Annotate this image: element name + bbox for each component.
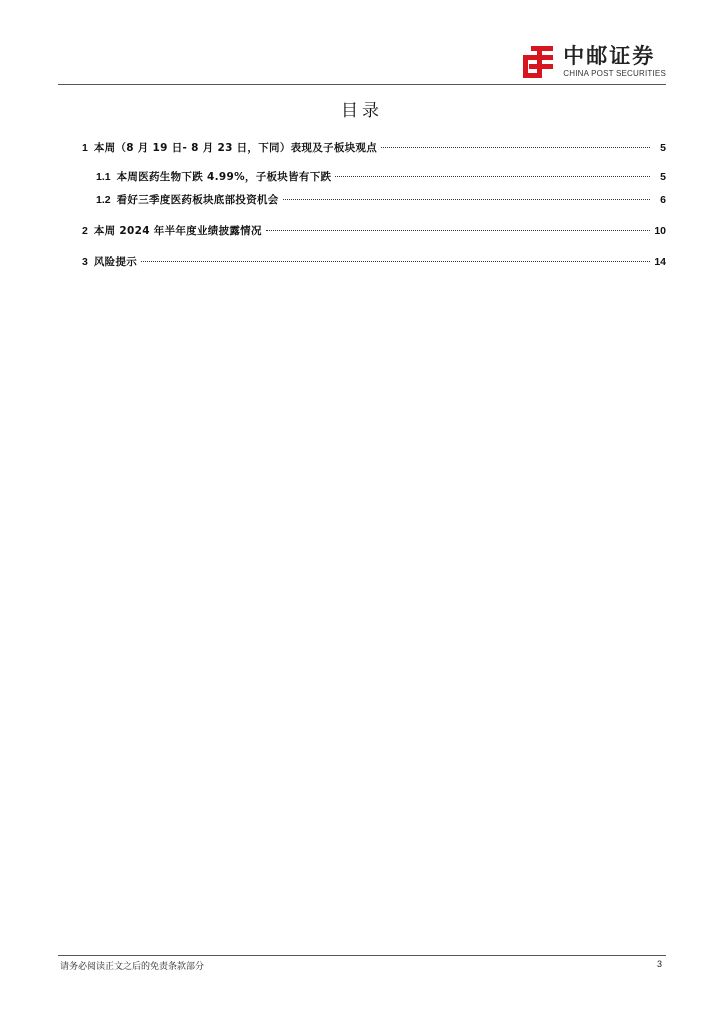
toc-entry-number: 3 [82,256,88,268]
toc-entry-number: 1.1 [96,171,111,183]
footer-divider [58,955,666,956]
footer-page-number: 3 [656,959,662,969]
brand-name-cn: 中邮证券 [563,44,656,68]
toc-entry-number: 1 [82,142,88,154]
toc-entry-page: 5 [660,171,666,183]
toc-dot-leader [381,146,650,148]
toc-dot-leader [266,229,650,231]
toc-entry-number: 1.2 [96,194,111,206]
toc-entry-text: 本周 2024 年半年度业绩披露情况 [93,225,262,237]
toc-entry-page: 10 [654,225,666,237]
toc-entry-text: 本周（8 月 19 日- 8 月 23 日，下同）表现及子板块观点 [93,142,378,154]
toc-entry-number: 2 [82,225,88,237]
toc-dot-leader [141,260,650,262]
footer-disclaimer: 请务必阅读正文之后的免责条款部分 [60,962,205,972]
toc-entry-page: 6 [660,194,666,206]
toc-entry-2[interactable] [82,223,666,238]
toc-entry-text: 看好三季度医药板块底部投资机会 [116,194,279,206]
toc-entry-text: 风险提示 [93,256,138,268]
toc-dot-leader [335,175,650,177]
toc-entry-page: 14 [654,256,666,268]
toc-entry-1-2[interactable] [96,192,666,207]
china-post-logo-icon [521,44,557,80]
page-header [0,0,724,86]
toc-entry-3[interactable] [82,254,666,269]
company-logo [521,44,666,80]
toc-dot-leader [283,198,650,200]
logo-text [563,45,666,79]
toc-entry-1[interactable] [82,140,666,155]
toc-title: 目录 [341,101,383,121]
header-divider [58,84,666,85]
toc-entry-1-1[interactable] [96,169,666,184]
brand-name-en: CHINA POST SECURITIES [563,69,666,78]
toc-entry-text: 本周医药生物下跌 4.99%，子板块皆有下跌 [116,171,332,183]
toc-entry-page: 5 [660,142,666,154]
